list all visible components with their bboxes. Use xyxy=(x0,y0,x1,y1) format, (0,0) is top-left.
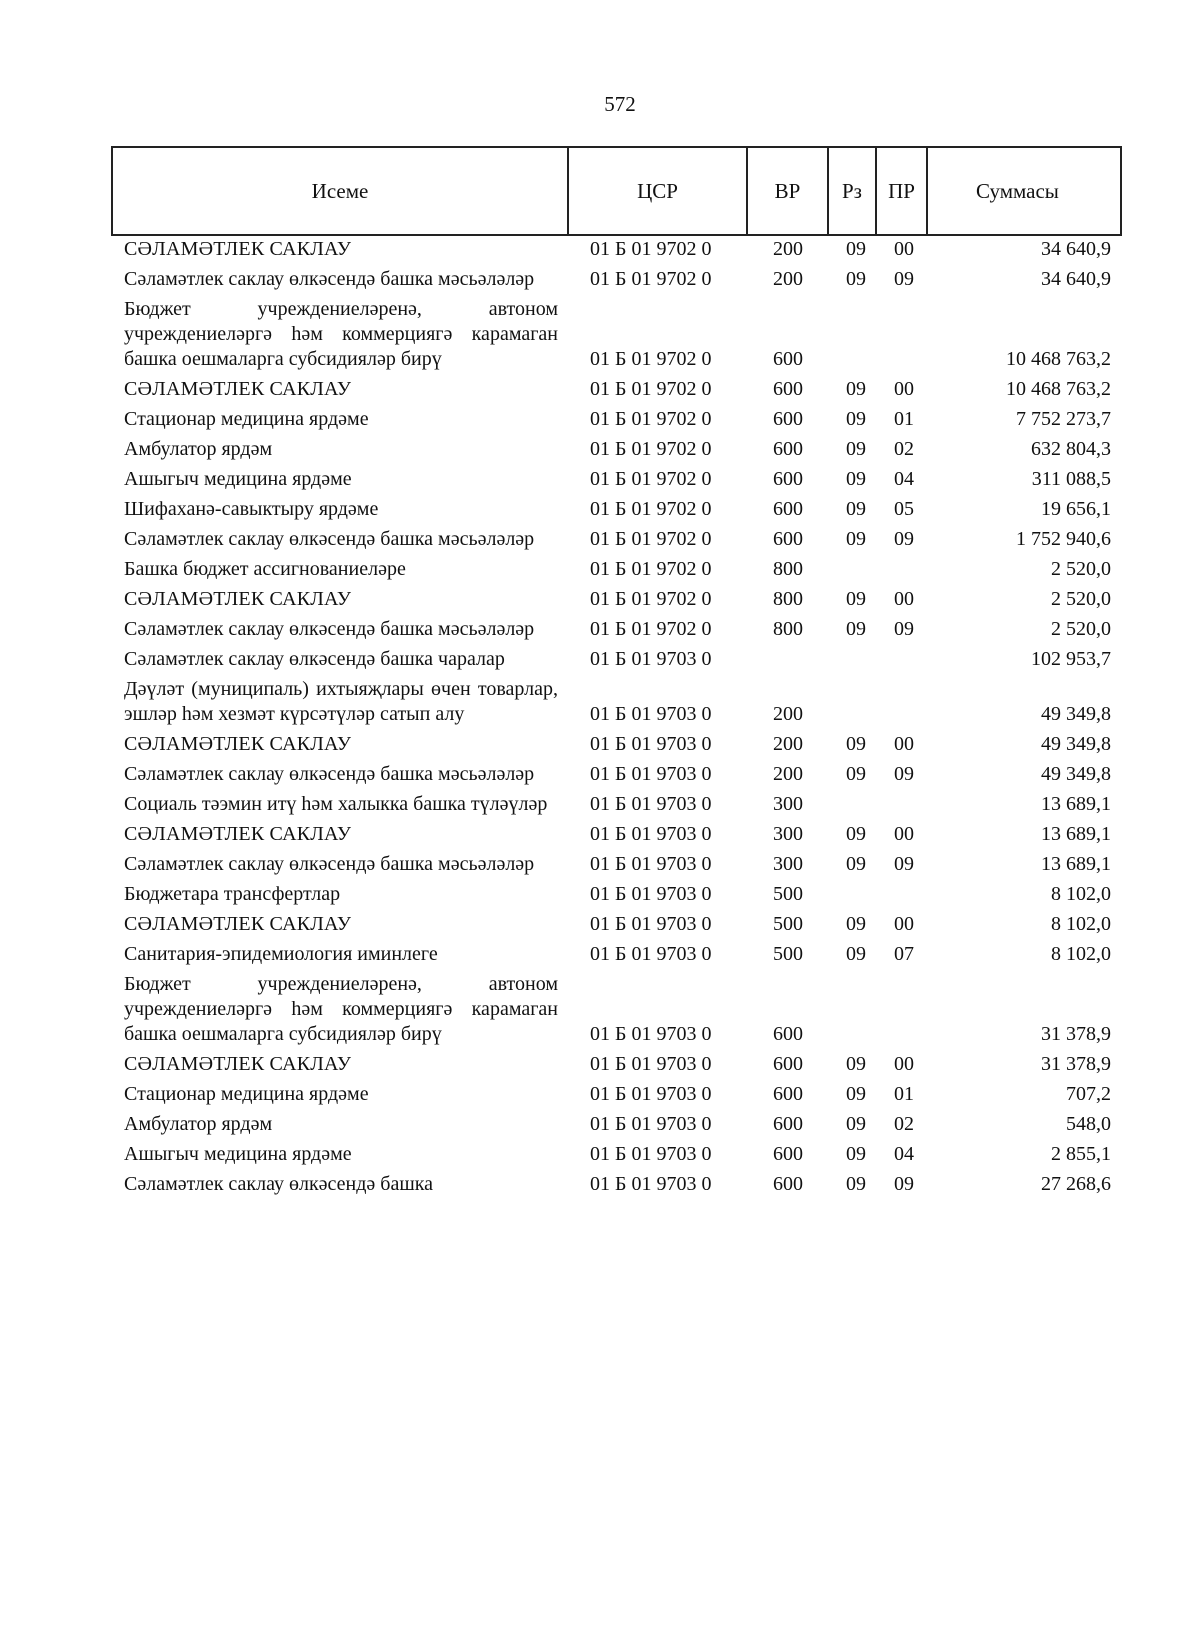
cell-vr: 200 xyxy=(773,763,803,785)
table-row xyxy=(112,267,1121,297)
cell-sum: 31 378,9 xyxy=(1041,1023,1111,1045)
cell-csr: 01 Б 01 9702 0 xyxy=(590,468,712,490)
cell-pr: 01 xyxy=(894,1083,914,1105)
cell-name: СӘЛАМӘТЛЕК САКЛАУ xyxy=(124,913,352,935)
cell-sum: 31 378,9 xyxy=(1041,1053,1111,1075)
budget-table xyxy=(111,146,1122,1202)
cell-pr xyxy=(876,792,927,822)
cell-pr: 09 xyxy=(894,528,914,550)
cell-rz: 09 xyxy=(846,528,866,550)
cell-name: СӘЛАМӘТЛЕК САКЛАУ xyxy=(124,588,352,610)
table-row xyxy=(112,1142,1121,1172)
cell-rz: 09 xyxy=(846,1173,866,1195)
table-row xyxy=(112,1082,1121,1112)
cell-csr: 01 Б 01 9703 0 xyxy=(590,913,712,935)
table-row xyxy=(112,732,1121,762)
cell-pr: 00 xyxy=(894,823,914,845)
cell-rz: 09 xyxy=(846,1083,866,1105)
cell-sum: 10 468 763,2 xyxy=(1006,378,1111,400)
cell-sum: 632 804,3 xyxy=(1031,438,1111,460)
cell-name: СӘЛАМӘТЛЕК САКЛАУ xyxy=(124,1053,352,1075)
table-row xyxy=(112,762,1121,792)
cell-csr: 01 Б 01 9702 0 xyxy=(590,378,712,400)
table-row xyxy=(112,557,1121,587)
cell-vr xyxy=(747,647,828,677)
cell-name: Шифаханә-савыктыру ярдәме xyxy=(124,498,379,520)
cell-name: Сәламәтлек саклау өлкәсендә башка мәсьәләләр xyxy=(124,618,535,640)
cell-sum: 49 349,8 xyxy=(1041,763,1111,785)
table-row xyxy=(112,647,1121,677)
cell-rz: 09 xyxy=(846,943,866,965)
table-header xyxy=(112,147,1121,235)
cell-name: Бюджетара трансфертлар xyxy=(124,883,341,905)
cell-pr: 09 xyxy=(894,763,914,785)
cell-pr: 02 xyxy=(894,1113,914,1135)
cell-pr: 09 xyxy=(894,618,914,640)
cell-rz xyxy=(828,647,876,677)
cell-name: Сәламәтлек саклау өлкәсендә башка мәсьәләләр xyxy=(124,853,535,875)
cell-name: Бюджет учреждениеләренә, автоном учреждениеләргә һәм коммерциягә карамаган башка оешмаларга субсидияләр бирү xyxy=(124,973,558,1045)
cell-csr: 01 Б 01 9702 0 xyxy=(590,528,712,550)
cell-csr: 01 Б 01 9703 0 xyxy=(590,1173,712,1195)
cell-csr: 01 Б 01 9703 0 xyxy=(590,763,712,785)
cell-csr: 01 Б 01 9703 0 xyxy=(590,883,712,905)
cell-sum: 19 656,1 xyxy=(1041,498,1111,520)
cell-name: Сәламәтлек саклау өлкәсендә башка мәсьәләләр xyxy=(124,268,535,290)
cell-name: Амбулатор ярдәм xyxy=(124,1113,273,1135)
cell-rz xyxy=(828,882,876,912)
cell-rz: 09 xyxy=(846,408,866,430)
cell-name: Социаль тәэмин итү һәм халыкка башка түләүләр xyxy=(124,793,548,815)
cell-vr: 600 xyxy=(773,1083,803,1105)
cell-csr: 01 Б 01 9702 0 xyxy=(590,438,712,460)
table-body xyxy=(112,235,1121,1202)
page-number: 572 xyxy=(604,92,636,116)
cell-vr: 500 xyxy=(773,883,803,905)
cell-rz: 09 xyxy=(846,588,866,610)
header-csr: ЦСР xyxy=(568,147,747,235)
cell-pr: 00 xyxy=(894,238,914,260)
cell-csr: 01 Б 01 9703 0 xyxy=(590,733,712,755)
cell-vr: 600 xyxy=(773,498,803,520)
cell-vr: 600 xyxy=(773,378,803,400)
cell-vr: 800 xyxy=(773,558,803,580)
cell-name: СӘЛАМӘТЛЕК САКЛАУ xyxy=(124,378,352,400)
table-row xyxy=(112,617,1121,647)
table-row xyxy=(112,1052,1121,1082)
cell-sum: 49 349,8 xyxy=(1041,703,1111,725)
cell-sum: 13 689,1 xyxy=(1041,853,1111,875)
cell-sum: 13 689,1 xyxy=(1041,823,1111,845)
cell-csr: 01 Б 01 9702 0 xyxy=(590,618,712,640)
cell-rz: 09 xyxy=(846,1113,866,1135)
cell-csr: 01 Б 01 9703 0 xyxy=(590,1053,712,1075)
header-pr: ПР xyxy=(876,147,927,235)
cell-rz xyxy=(828,557,876,587)
cell-csr: 01 Б 01 9702 0 xyxy=(590,498,712,520)
cell-name: Ашыгыч медицина ярдәме xyxy=(124,1143,352,1165)
cell-vr: 600 xyxy=(773,1023,803,1045)
table-row xyxy=(112,882,1121,912)
cell-pr: 00 xyxy=(894,378,914,400)
cell-name: Бюджет учреждениеләренә, автоном учреждениеләргә һәм коммерциягә карамаган башка оешмаларга субсидияләр бирү xyxy=(124,298,558,370)
cell-csr: 01 Б 01 9703 0 xyxy=(590,793,712,815)
table-row xyxy=(112,377,1121,407)
cell-pr: 00 xyxy=(894,1053,914,1075)
cell-vr: 300 xyxy=(773,823,803,845)
cell-sum: 2 855,1 xyxy=(1051,1143,1111,1165)
cell-csr: 01 Б 01 9703 0 xyxy=(590,703,712,725)
table-row xyxy=(112,1112,1121,1142)
cell-rz: 09 xyxy=(846,1053,866,1075)
cell-csr: 01 Б 01 9702 0 xyxy=(590,238,712,260)
cell-vr: 600 xyxy=(773,348,803,370)
table-row xyxy=(112,235,1121,267)
table-row xyxy=(112,972,1121,1052)
cell-rz: 09 xyxy=(846,468,866,490)
cell-sum: 2 520,0 xyxy=(1051,558,1111,580)
cell-pr xyxy=(876,882,927,912)
table-row xyxy=(112,1172,1121,1202)
cell-rz: 09 xyxy=(846,733,866,755)
cell-sum: 8 102,0 xyxy=(1051,883,1111,905)
cell-rz: 09 xyxy=(846,378,866,400)
cell-csr: 01 Б 01 9703 0 xyxy=(590,823,712,845)
cell-sum: 7 752 273,7 xyxy=(1016,408,1111,430)
cell-vr: 600 xyxy=(773,1053,803,1075)
cell-vr: 800 xyxy=(773,618,803,640)
table-row xyxy=(112,912,1121,942)
cell-name: Ашыгыч медицина ярдәме xyxy=(124,468,352,490)
header-rz: Рз xyxy=(828,147,876,235)
cell-pr: 05 xyxy=(894,498,914,520)
cell-sum: 2 520,0 xyxy=(1051,588,1111,610)
cell-pr: 00 xyxy=(894,913,914,935)
header-name: Исеме xyxy=(112,147,568,235)
cell-vr: 600 xyxy=(773,438,803,460)
cell-name: СӘЛАМӘТЛЕК САКЛАУ xyxy=(124,238,352,260)
cell-name: Башка бюджет ассигнованиеләре xyxy=(124,558,406,580)
cell-rz xyxy=(828,677,876,732)
cell-csr: 01 Б 01 9702 0 xyxy=(590,408,712,430)
table-row xyxy=(112,527,1121,557)
cell-csr: 01 Б 01 9703 0 xyxy=(590,1083,712,1105)
cell-sum: 1 752 940,6 xyxy=(1016,528,1111,550)
table-row xyxy=(112,942,1121,972)
cell-name: Сәламәтлек саклау өлкәсендә башка чаралар xyxy=(124,648,505,670)
cell-name: Сәламәтлек саклау өлкәсендә башка мәсьәләләр xyxy=(124,763,535,785)
cell-pr: 04 xyxy=(894,1143,914,1165)
cell-name: Стационар медицина ярдәме xyxy=(124,408,369,430)
cell-name: Стационар медицина ярдәме xyxy=(124,1083,369,1105)
table-row xyxy=(112,677,1121,732)
cell-csr: 01 Б 01 9703 0 xyxy=(590,1143,712,1165)
cell-name: Дәүләт (муниципаль) ихтыяҗлары өчен товарлар, эшләр һәм хезмәт күрсәтүләр сатып алу xyxy=(124,678,558,725)
cell-sum: 2 520,0 xyxy=(1051,618,1111,640)
cell-pr: 04 xyxy=(894,468,914,490)
cell-rz: 09 xyxy=(846,498,866,520)
cell-pr: 09 xyxy=(894,268,914,290)
cell-sum: 13 689,1 xyxy=(1041,793,1111,815)
cell-pr xyxy=(876,647,927,677)
cell-pr xyxy=(876,972,927,1052)
cell-csr: 01 Б 01 9703 0 xyxy=(590,648,712,670)
cell-vr: 200 xyxy=(773,238,803,260)
header-vr: ВР xyxy=(747,147,828,235)
cell-rz: 09 xyxy=(846,618,866,640)
cell-vr: 300 xyxy=(773,853,803,875)
cell-name: Сәламәтлек саклау өлкәсендә башка мәсьәләләр xyxy=(124,528,535,550)
cell-rz xyxy=(828,972,876,1052)
cell-csr: 01 Б 01 9703 0 xyxy=(590,1113,712,1135)
cell-csr: 01 Б 01 9702 0 xyxy=(590,348,712,370)
cell-sum: 34 640,9 xyxy=(1041,238,1111,260)
cell-sum: 27 268,6 xyxy=(1041,1173,1111,1195)
cell-pr xyxy=(876,297,927,377)
cell-vr: 300 xyxy=(773,793,803,815)
cell-vr: 600 xyxy=(773,408,803,430)
cell-pr xyxy=(876,677,927,732)
table-row xyxy=(112,467,1121,497)
cell-csr: 01 Б 01 9703 0 xyxy=(590,1023,712,1045)
cell-sum: 49 349,8 xyxy=(1041,733,1111,755)
cell-rz: 09 xyxy=(846,823,866,845)
cell-vr: 600 xyxy=(773,1173,803,1195)
cell-vr: 600 xyxy=(773,1143,803,1165)
table-row xyxy=(112,407,1121,437)
cell-csr: 01 Б 01 9702 0 xyxy=(590,268,712,290)
table-row xyxy=(112,497,1121,527)
cell-sum: 10 468 763,2 xyxy=(1006,348,1111,370)
cell-vr: 600 xyxy=(773,528,803,550)
cell-pr: 00 xyxy=(894,733,914,755)
cell-vr: 200 xyxy=(773,268,803,290)
cell-rz: 09 xyxy=(846,763,866,785)
cell-rz: 09 xyxy=(846,853,866,875)
cell-vr: 200 xyxy=(773,733,803,755)
cell-sum: 102 953,7 xyxy=(1031,648,1111,670)
cell-name: Амбулатор ярдәм xyxy=(124,438,273,460)
cell-rz xyxy=(828,297,876,377)
cell-sum: 548,0 xyxy=(1066,1113,1111,1135)
table-row xyxy=(112,792,1121,822)
cell-vr: 200 xyxy=(773,703,803,725)
table-row xyxy=(112,587,1121,617)
cell-csr: 01 Б 01 9703 0 xyxy=(590,853,712,875)
cell-vr: 500 xyxy=(773,943,803,965)
cell-rz: 09 xyxy=(846,268,866,290)
cell-vr: 600 xyxy=(773,1113,803,1135)
cell-vr: 800 xyxy=(773,588,803,610)
table-row xyxy=(112,822,1121,852)
table-row xyxy=(112,297,1121,377)
cell-rz xyxy=(828,792,876,822)
header-row xyxy=(112,147,1121,235)
cell-csr: 01 Б 01 9702 0 xyxy=(590,558,712,580)
cell-pr: 07 xyxy=(894,943,914,965)
cell-rz: 09 xyxy=(846,913,866,935)
cell-vr: 600 xyxy=(773,468,803,490)
cell-pr xyxy=(876,557,927,587)
cell-pr: 00 xyxy=(894,588,914,610)
table-row xyxy=(112,852,1121,882)
cell-name: Санитария-эпидемиология иминлеге xyxy=(124,943,438,965)
cell-vr: 500 xyxy=(773,913,803,935)
cell-sum: 8 102,0 xyxy=(1051,913,1111,935)
header-sum: Суммасы xyxy=(927,147,1121,235)
cell-name: СӘЛАМӘТЛЕК САКЛАУ xyxy=(124,733,352,755)
cell-sum: 8 102,0 xyxy=(1051,943,1111,965)
cell-rz: 09 xyxy=(846,438,866,460)
cell-sum: 707,2 xyxy=(1066,1083,1111,1105)
cell-csr: 01 Б 01 9702 0 xyxy=(590,588,712,610)
cell-pr: 09 xyxy=(894,1173,914,1195)
cell-sum: 34 640,9 xyxy=(1041,268,1111,290)
cell-rz: 09 xyxy=(846,238,866,260)
cell-rz: 09 xyxy=(846,1143,866,1165)
cell-name: СӘЛАМӘТЛЕК САКЛАУ xyxy=(124,823,352,845)
table-row xyxy=(112,437,1121,467)
cell-csr: 01 Б 01 9703 0 xyxy=(590,943,712,965)
cell-pr: 01 xyxy=(894,408,914,430)
cell-pr: 09 xyxy=(894,853,914,875)
cell-sum: 311 088,5 xyxy=(1031,468,1111,490)
cell-pr: 02 xyxy=(894,438,914,460)
cell-name: Сәламәтлек саклау өлкәсендә башка xyxy=(124,1173,434,1195)
